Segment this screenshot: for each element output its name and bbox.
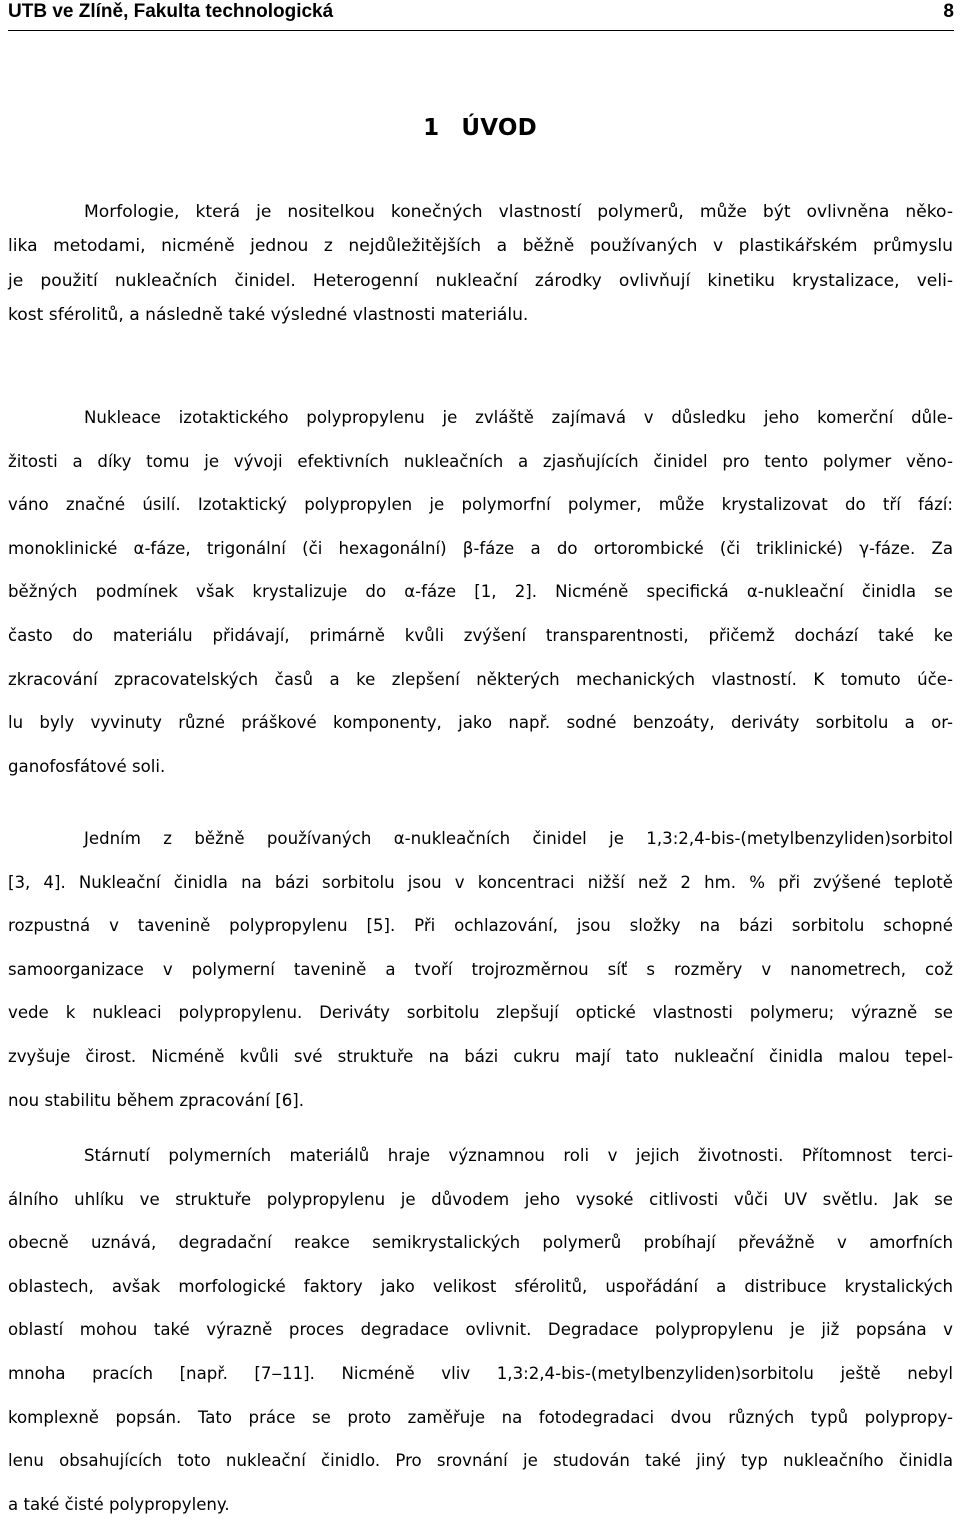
paragraph-line: Nukleace izotaktického polypropylenu je zvláště zajímavá v důsledku jeho komerční důle- <box>84 408 953 427</box>
paragraph-line: rozpustná v tavenině polypropylenu [5]. Při ochlazování, jsou složky na bázi sorbitolu schopné <box>8 916 953 936</box>
paragraph-line: samoorganizace v polymerní tavenině a tvoří trojrozměrnou síť s rozměry v nanometrech, což <box>8 959 953 979</box>
paragraph-line: a také čisté polypropyleny. <box>8 1494 230 1514</box>
paragraph-line: běžných podmínek však krystalizuje do α-fáze [1, 2]. Nicméně specifická α-nukleační činidla se <box>8 582 953 602</box>
paragraph-line: Morfologie, která je nositelkou konečných vlastností polymerů, může být ovlivněna něko- <box>84 202 953 222</box>
page-number: 8 <box>943 1 954 22</box>
paragraph-line: álního uhlíku ve struktuře polypropylenu je důvodem jeho vysoké citlivosti vůči UV světlu. Jak se <box>8 1189 953 1209</box>
paragraph-line: lika metodami, nicméně jednou z nejdůležitějších a běžně používaných v plastikářském průmyslu <box>8 236 953 257</box>
paragraph-line: je použití nukleačních činidel. Heterogenní nukleační zárodky ovlivňují kinetiku krystalizace, veli- <box>8 270 953 291</box>
paragraph-line: obecně uznává, degradační reakce semikrystalických polymerů probíhají převážně v amorfních <box>8 1233 953 1253</box>
paragraph-line: ganofosfátové soli. <box>8 756 166 776</box>
paragraph-line: Jedním z běžně používaných α-nukleačních činidel je 1,3:2,4-bis-(metylbenzyliden)sorbitol <box>84 829 953 848</box>
paragraph-1 <box>8 195 953 333</box>
paragraph-2 <box>8 396 953 788</box>
paragraph-line: oblastí mohou také výrazně proces degradace ovlivnit. Degradace polypropylenu je již popsána v <box>8 1320 953 1340</box>
paragraph-line: lenu obsahujících toto nukleační činidlo. Pro srovnání je studován také jiný typ nukleačního činidla <box>8 1451 953 1471</box>
paragraph-line: komplexně popsán. Tato práce se proto zaměřuje na fotodegradaci dvou různých typů polypropy- <box>8 1407 953 1427</box>
chapter-number: 1 <box>423 115 440 141</box>
paragraph-line: mnoha pracích [např. [7‒11]. Nicméně vliv 1,3:2,4-bis-(metylbenzyliden)sorbitolu ještě nebyl <box>8 1363 953 1383</box>
paragraph-3 <box>8 817 953 1122</box>
paragraph-line: vede k nukleaci polypropylenu. Deriváty sorbitolu zlepšují optické vlastnosti polymeru; výrazně se <box>8 1003 953 1023</box>
paragraph-line: kost sférolitů, a následně také výsledné vlastnosti materiálu. <box>8 305 529 326</box>
paragraph-line: monoklinické α-fáze, trigonální (či hexagonální) β-fáze a do ortorombické (či triklinické) γ-fáze. Za <box>8 538 953 558</box>
paragraph-line: [3, 4]. Nukleační činidla na bázi sorbitolu jsou v koncentraci nižší než 2 hm. % při zvýšené teplotě <box>8 872 953 892</box>
paragraph-line: Stárnutí polymerních materiálů hraje významnou roli v jejich životnosti. Přítomnost terci- <box>84 1146 953 1165</box>
page-header <box>8 0 954 31</box>
paragraph-line: váno značné úsilí. Izotaktický polypropylen je polymorfní polymer, může krystalizovat do tří fází: <box>8 495 953 515</box>
chapter-heading <box>0 112 960 144</box>
paragraph-line: lu byly vyvinuty různé práškové komponenty, jako např. sodné benzoáty, deriváty sorbitolu a or- <box>8 713 953 733</box>
paragraph-line: žitosti a díky tomu je vývoji efektivních nukleačních a zjasňujících činidel pro tento polymer věno- <box>8 451 953 471</box>
running-header-title: UTB ve Zlíně, Fakulta technologická <box>8 1 334 22</box>
paragraph-line: oblastech, avšak morfologické faktory jako velikost sférolitů, uspořádání a distribuce krystalických <box>8 1276 953 1296</box>
chapter-title: ÚVOD <box>461 115 537 141</box>
paragraph-line: zkracování zpracovatelských časů a ke zlepšení některých mechanických vlastností. K tomuto úče- <box>8 669 953 689</box>
paragraph-line: nou stabilitu během zpracování [6]. <box>8 1090 305 1110</box>
paragraph-4 <box>8 1134 953 1526</box>
paragraph-line: zvyšuje čirost. Nicméně kvůli své struktuře na bázi cukru mají tato nukleační činidla malou tepel- <box>8 1046 953 1066</box>
paragraph-line: často do materiálu přidávají, primárně kvůli zvýšení transparentnosti, přičemž dochází také ke <box>8 625 953 645</box>
